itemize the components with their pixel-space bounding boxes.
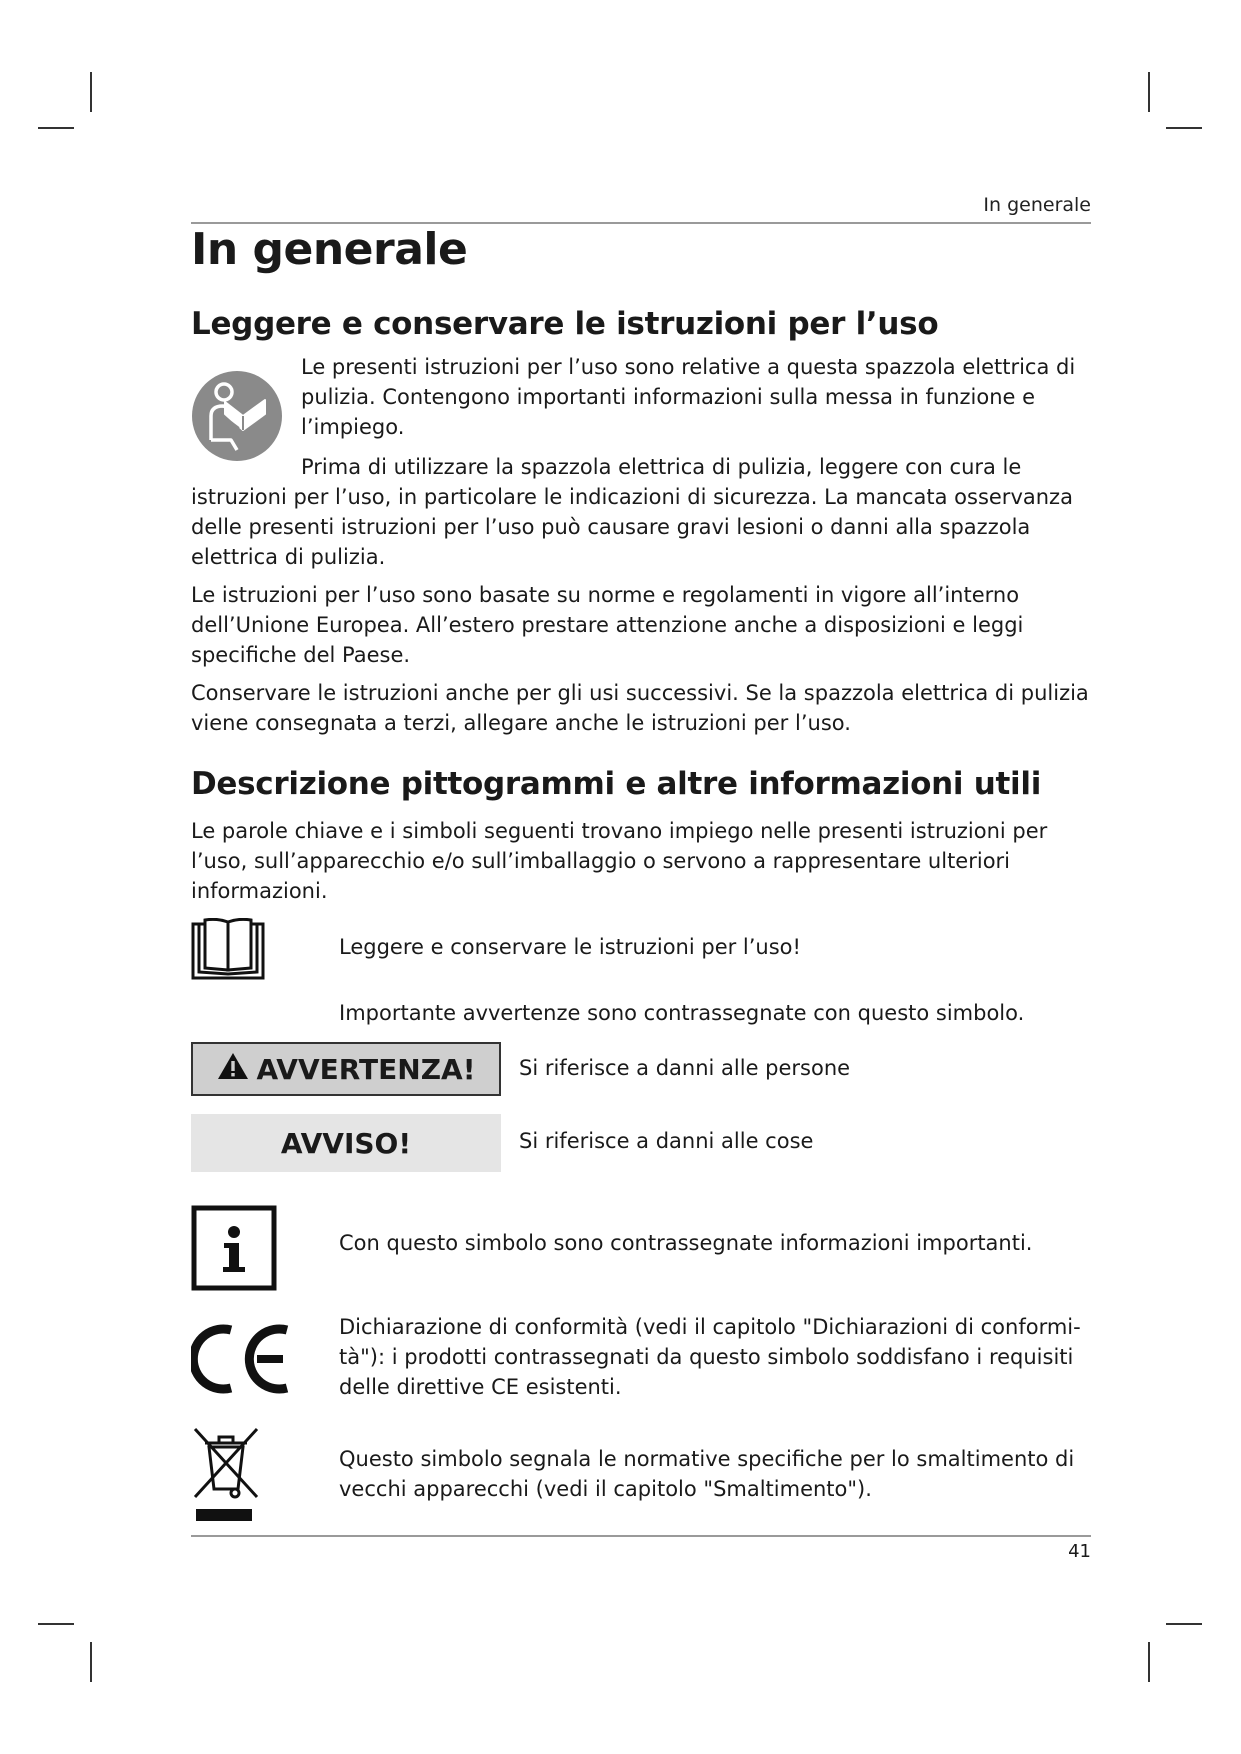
section1-para2-text: Le istruzioni per l’uso sono basate su norme e regolamenti in vigore all’interno dell’Unione Europea. All’estero prestare attenzione anche a disposizioni e leggi specifiche del Paese. — [191, 583, 1024, 667]
warning-label: AVVERTENZA! — [256, 1052, 476, 1086]
page-number: 41 — [1068, 1541, 1091, 1562]
warning-label-box — [191, 1042, 501, 1096]
crop-mark — [1166, 1623, 1202, 1625]
section1-intro-text: Le presenti istruzioni per l’uso sono relative a questa spazzola elettrica di pulizia. Contengono importanti informazioni sulla messa in funzione e l’impiego. — [301, 355, 1076, 439]
crop-mark — [1148, 72, 1150, 112]
section1-para1-first-text: Prima di utilizzare la spazzola elettrica di pulizia, leggere con cura le — [301, 455, 1022, 479]
crop-mark — [1166, 127, 1202, 129]
symbol-text-weee: Questo simbolo segnala le normative specifiche per lo smaltimento di vecchi apparecchi (vedi il capitolo "Smaltimento"). — [339, 1447, 1075, 1501]
page-title: In generale — [191, 224, 468, 275]
notice-label-box — [191, 1114, 501, 1172]
symbol-text-warning-intro: Importante avvertenze sono contrassegnate con questo simbolo. — [339, 1001, 1025, 1025]
notice-description: Si riferisce a danni alle cose — [519, 1129, 814, 1153]
crop-mark — [38, 1623, 74, 1625]
ce-mark-icon — [191, 1322, 295, 1396]
warning-triangle-icon — [217, 1052, 249, 1087]
section1-para1-rest — [191, 482, 1091, 572]
footer-rule — [191, 1535, 1091, 1537]
warning-description: Si riferisce a danni alle persone — [519, 1056, 851, 1080]
crop-mark — [38, 127, 74, 129]
weee-bin-icon — [191, 1425, 261, 1525]
section1-para1-rest-text: istruzioni per l’uso, in particolare le indicazioni di sicurezza. La mancata osservanza delle presenti istruzioni per l’uso può causare gravi lesioni o danni alla spazzola elettrica di pulizia. — [191, 485, 1073, 569]
symbol-text-info: Con questo simbolo sono contrassegnate informazioni importanti. — [339, 1231, 1033, 1255]
section1-para1-first — [301, 452, 1091, 482]
info-icon — [191, 1205, 277, 1291]
symbol-text-book: Leggere e conservare le istruzioni per l’uso! — [339, 935, 801, 959]
notice-label: AVVISO! — [280, 1126, 412, 1160]
section2-intro-text: Le parole chiave e i simboli seguenti trovano impiego nelle presenti istruzioni per l’uso, sull’apparecchio e/o sull’imballaggio o servono a rappresentare ulteriori informazioni. — [191, 819, 1048, 903]
section1-para3 — [191, 678, 1091, 738]
section1-intro — [301, 352, 1091, 442]
crop-mark — [90, 72, 92, 112]
book-icon — [191, 918, 265, 982]
section-heading-read-instructions: Leggere e conservare le istruzioni per l’uso — [191, 306, 939, 342]
section-heading-pictograms: Descrizione pittogrammi e altre informazioni utili — [191, 766, 1042, 802]
crop-mark — [90, 1642, 92, 1682]
running-header: In generale — [983, 194, 1091, 216]
read-manual-person-icon — [191, 370, 283, 462]
section1-para3-text: Conservare le istruzioni anche per gli usi successivi. Se la spazzola elettrica di pulizia viene consegnata a terzi, allegare anche le istruzioni per l’uso. — [191, 681, 1089, 735]
crop-mark — [1148, 1642, 1150, 1682]
symbol-text-ce: Dichiarazione di conformità (vedi il capitolo "Dichiarazioni di conformi-tà"): i prodotti contrassegnati da questo simbolo soddisfano i requisiti delle direttive CE esistenti. — [339, 1315, 1081, 1399]
section2-intro — [191, 816, 1091, 906]
section1-para2 — [191, 580, 1091, 670]
